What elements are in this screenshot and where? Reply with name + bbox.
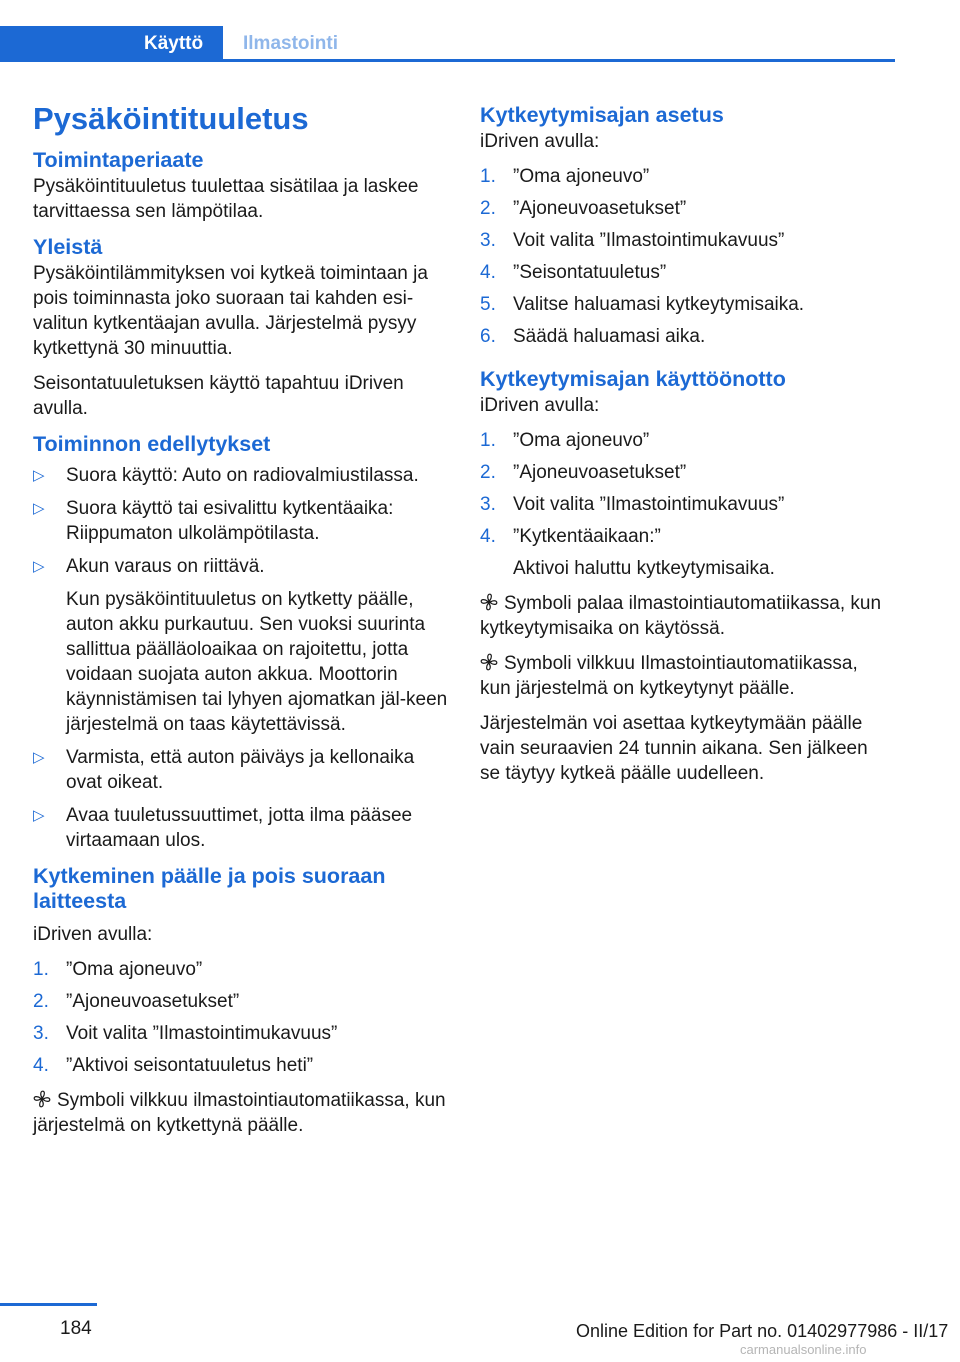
triangle-bullet-icon: ▷ — [33, 500, 45, 517]
activation-note-1: Symboli palaa ilmastointiautomatiikassa, kun kytkeytymisaika on käytössä. — [480, 593, 882, 639]
section-conditions — [33, 432, 453, 853]
list-item: 3. Voit valita ”Ilmastointimukavuus” — [480, 494, 785, 515]
list-item: 6. Säädä haluamasi aika. — [480, 326, 706, 347]
list-item: 1. ”Oma ajoneuvo” — [480, 166, 650, 187]
section-general — [33, 235, 453, 421]
heading-conditions: Toiminnon edellytykset — [33, 432, 271, 456]
fan-icon — [480, 653, 498, 671]
header-divider — [223, 59, 895, 62]
general-text-1: Pysäköintilämmityksen voi kytkeä toimintaan ja pois toiminnasta joko suoraan tai kahden esi‐valitun kytkentäajan avulla. Järjestelmä pysyy kytkettynä 30 minuuttia. — [33, 263, 428, 359]
direct-intro: iDriven avulla: — [33, 924, 153, 945]
right-column — [480, 98, 890, 797]
list-item: ▷ Varmista, että auton päiväys ja kellonaika ovat oikeat. — [33, 747, 415, 793]
fan-icon — [33, 1090, 51, 1108]
activation-note-2: Symboli vilkkuu Ilmastointiautomatiikassa, kun järjestelmä on kytkeytynyt päälle. — [480, 653, 858, 699]
section-setting — [480, 103, 890, 349]
tab-ilmastointi[interactable]: Ilmastointi — [243, 33, 339, 54]
section-principle — [33, 148, 453, 224]
battery-note: Kun pysäköintituuletus on kytketty päälle, auton akku purkautuu. Sen vuoksi suurinta sallittua päälläoloaikaa on rajoitettu, jotta voidaan suojata auton akkua. Moottorin käynnistämisen tai lyhyen ajomatkan jäl‐keen järjestelmä on taas käytettävissä. — [66, 589, 448, 735]
heading-setting: Kytkeytymisajan asetus — [480, 103, 724, 127]
heading-direct: Kytkeminen päälle ja pois suoraan laitteesta — [33, 864, 386, 913]
page-title: Pysäköintituuletus — [33, 101, 309, 136]
list-item: 2. ”Ajoneuvoasetukset” — [480, 462, 687, 483]
heading-activation: Kytkeytymisajan käyttöönotto — [480, 367, 786, 391]
list-item: 3. Voit valita ”Ilmastointimukavuus” — [33, 1023, 338, 1044]
list-item: ▷ Suora käyttö tai esivalittu kytkentäaika: Riippumaton ulkolämpötilasta. — [33, 498, 394, 544]
triangle-bullet-icon: ▷ — [33, 558, 45, 575]
activation-note-3: Järjestelmän voi asettaa kytkeytymään päälle vain seuraavien 24 tunnin aikana. Sen jälkeen se täytyy kytkeä päälle uudelleen. — [480, 713, 868, 784]
list-item: 3. Voit valita ”Ilmastointimukavuus” — [480, 230, 785, 251]
conditions-list — [33, 463, 453, 853]
list-item: 2. ”Ajoneuvoasetukset” — [33, 991, 240, 1012]
triangle-bullet-icon: ▷ — [33, 807, 45, 824]
left-column — [33, 98, 453, 1149]
footer-divider — [0, 1303, 97, 1306]
list-item: ▷ Suora käyttö: Auto on radiovalmiustilassa. — [33, 465, 419, 486]
principle-text: Pysäköintituuletus tuulettaa sisätilaa ja laskee tarvittaessa sen lämpötilaa. — [33, 176, 419, 222]
general-text-2: Seisontatuuletuksen käyttö tapahtuu iDriven avulla. — [33, 373, 404, 419]
heading-general: Yleistä — [33, 235, 103, 259]
triangle-bullet-icon: ▷ — [33, 467, 45, 484]
heading-principle: Toimintaperiaate — [33, 148, 204, 172]
direct-steps — [33, 957, 453, 1078]
list-item: 4. ”Aktivoi seisontatuuletus heti” — [33, 1055, 314, 1076]
list-item: 4. ”Kytkentäaikaan:” Aktivoi haluttu kytkeytymisaika. — [480, 526, 775, 579]
list-item: 1. ”Oma ajoneuvo” — [480, 430, 650, 451]
activation-intro: iDriven avulla: — [480, 395, 600, 416]
triangle-bullet-icon: ▷ — [33, 749, 45, 766]
direct-note: Symboli vilkkuu ilmastointiautomatiikassa, kun järjestelmä on kytkettynä päälle. — [33, 1090, 446, 1136]
list-item: 4. ”Seisontatuuletus” — [480, 262, 667, 283]
section-activation — [480, 367, 890, 786]
watermark: carmanualsonline.info — [740, 1342, 867, 1357]
edition-text: Online Edition for Part no. 01402977986 - II/17 — [576, 1321, 949, 1341]
section-direct — [33, 864, 453, 1138]
tab-kaytto[interactable]: Käyttö — [0, 26, 223, 62]
list-item: ▷ Avaa tuuletussuuttimet, jotta ilma pääsee virtaamaan ulos. — [33, 805, 413, 851]
setting-steps — [480, 164, 890, 349]
activation-steps — [480, 428, 890, 581]
list-item: 2. ”Ajoneuvoasetukset” — [480, 198, 687, 219]
setting-intro: iDriven avulla: — [480, 131, 600, 152]
list-item: 5. Valitse haluamasi kytkeytymisaika. — [480, 294, 805, 315]
header-bar — [0, 26, 895, 62]
fan-icon — [480, 593, 498, 611]
list-item: 1. ”Oma ajoneuvo” — [33, 959, 203, 980]
page-number: 184 — [60, 1318, 92, 1339]
list-item: ▷ Akun varaus on riittävä. Kun pysäköintituuletus on kytketty päälle, auton akku purkautuu. Sen vuoksi suurinta sallittua päälläoloaikaa on rajoitettu, jotta voidaan suojata auton akkua. Moottorin käynnistämisen tai lyhyen ajomatkan jäl‐keen järjestelmä on taas käytettävissä. — [33, 554, 453, 737]
